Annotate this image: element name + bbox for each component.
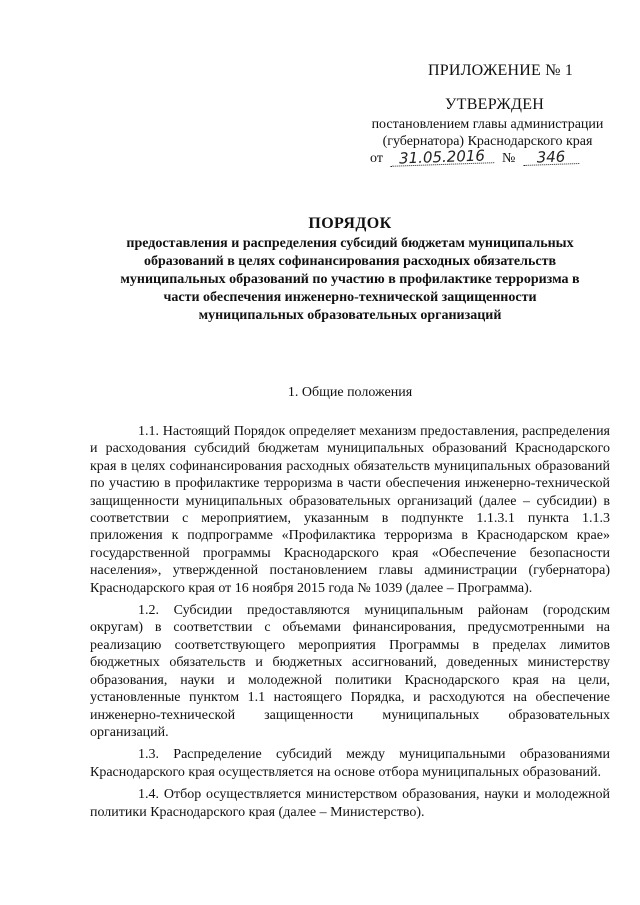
paragraph-1-3: 1.3. Распределение субсидий между муниципальными образованиями Краснодарского края осуществляется на основе отбора муниципальных образований. bbox=[90, 747, 610, 780]
document-title: ПОРЯДОК bbox=[308, 215, 392, 232]
appendix-label: ПРИЛОЖЕНИЕ № 1 bbox=[428, 62, 574, 79]
document-subtitle: предоставления и распределения субсидий бюджетам муниципальных образований в целях софинансирования расходных обязательств муниципальных образований по участию в профилактике терроризма в части обеспечения инженерно-технической защищенности муниципальных образовательных организаций bbox=[120, 236, 580, 323]
paragraph-1-2: 1.2. Субсидии предоставляются муниципальным районам (городским округам) в соответствии с объемами финансирования, предусмотренными на реализацию соответствующего мероприятия Программы в пределах лимитов бюджетных обязательств и бюджетных ассигнований, доведенных министерству образования, науки и молодежной политики Краснодарского края на цели, установленные пунктом 1.1 настоящего Порядка, и расходуются на обеспечение инженерно-технической защищенности муниципальных образовательных организаций. bbox=[90, 603, 610, 740]
approved-by-line-2: (губернатора) Краснодарского края bbox=[382, 134, 593, 149]
approval-date-line bbox=[360, 146, 615, 168]
approved-by-line-1: постановлением главы администрации bbox=[371, 117, 604, 132]
number-prefix: № bbox=[501, 151, 516, 166]
approval-block bbox=[360, 96, 615, 167]
approved-heading: УТВЕРЖДЕН bbox=[445, 96, 545, 113]
date-prefix: от bbox=[370, 151, 383, 166]
paragraph-1-1: 1.1. Настоящий Порядок определяет механизм предоставления, распределения и расходования субсидий бюджетам муниципальных образований Краснодарского края в целях софинансирования расходных обязательств муниципальных образований по участию в профилактике терроризма в части обеспечения инженерно-технической защищенности муниципальных образовательных организаций (далее – субсидии) в соответствии с мероприятием, указанным в подпункте 1.1.3.1 пункта 1.1.3 приложения к подпрограмме «Профилактика терроризма в Краснодарском крае» государственной программы Краснодарского края «Обеспечение безопасности населения», утвержденной постановлением главы администрации (губернатора) Краснодарского края от 16 ноября 2015 года № 1039 (далее – Программа). bbox=[90, 424, 610, 596]
section-heading: 1. Общие положения bbox=[287, 385, 413, 400]
paragraph-1-4: 1.4. Отбор осуществляется министерством образования, науки и молодежной политики Краснодарского края (далее – Министерство). bbox=[90, 787, 610, 820]
handwritten-date: 31.05.2016 bbox=[390, 148, 494, 167]
body-text bbox=[90, 423, 610, 826]
handwritten-number: 346 bbox=[523, 149, 579, 166]
